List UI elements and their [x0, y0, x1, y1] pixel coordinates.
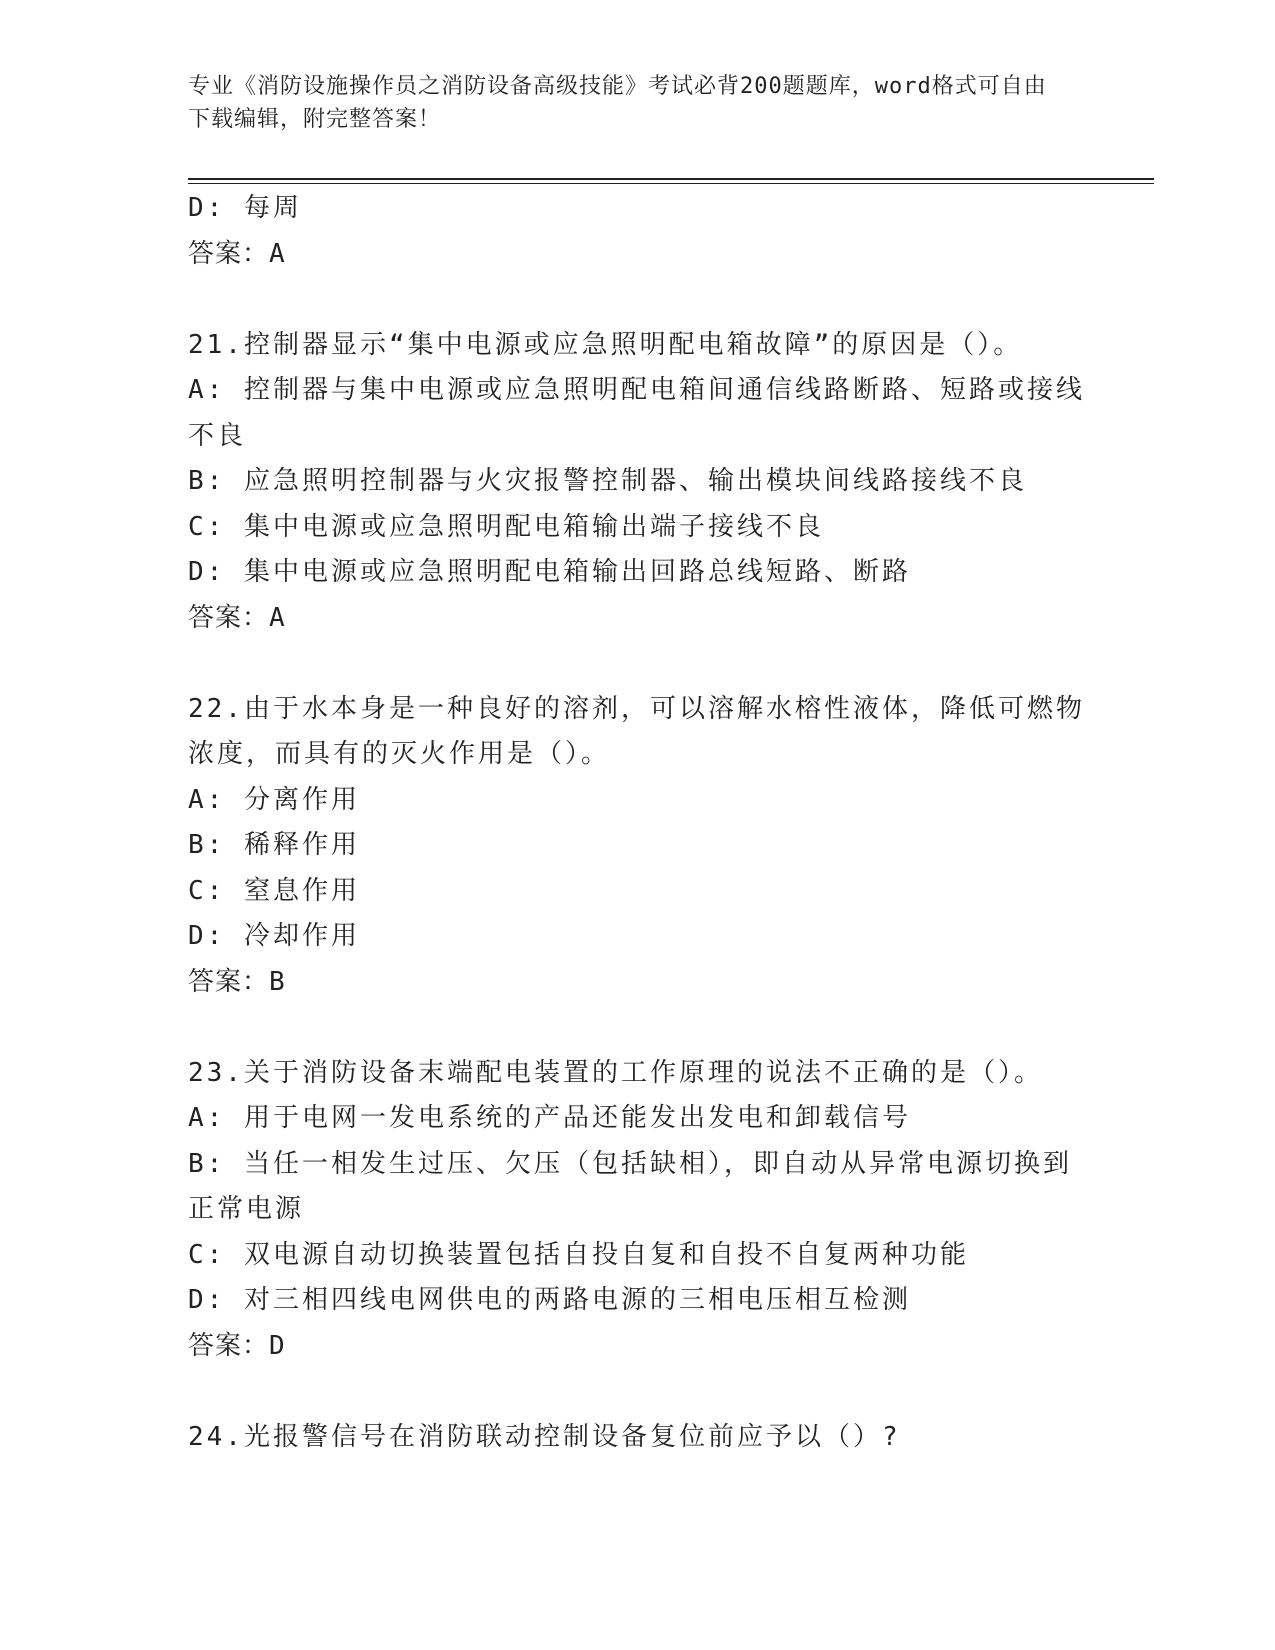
leading-question-tail	[188, 186, 1088, 277]
answer-line	[188, 232, 1088, 278]
question-23	[188, 1051, 1088, 1370]
option-b: B: 当任一相发生过压、欠压（包括缺相），即自动从异常电源切换到正常电源	[188, 1148, 1072, 1224]
header-divider-thick	[188, 178, 1154, 180]
answer-label: 答案：	[188, 238, 270, 269]
option-a: A: 分离作用	[188, 784, 360, 815]
answer-line	[188, 596, 1088, 642]
question-list	[188, 186, 1088, 1460]
question-stem: 22.由于水本身是一种良好的溶剂，可以溶解水榕性液体，降低可燃物浓度，而具有的灭火作用是（）。	[188, 693, 1085, 769]
answer-label: 答案：	[188, 966, 270, 997]
option-d: D: 集中电源或应急照明配电箱输出回路总线短路、断路	[188, 557, 911, 587]
header-divider-thin	[188, 183, 1154, 184]
option-d: D: 每周	[188, 193, 302, 223]
answer-value: A	[269, 238, 288, 269]
option-b: B: 稀释作用	[188, 830, 360, 860]
question-24	[188, 1415, 1088, 1461]
header-title: 专业《消防设施操作员之消防设备高级技能》考试必背200题题库，word格式可自由下载编辑，附完整答案！	[188, 74, 1047, 132]
option-b: B: 应急照明控制器与火灾报警控制器、输出模块间线路接线不良	[188, 466, 1027, 496]
answer-value: B	[269, 966, 288, 997]
question-stem: 23.关于消防设备末端配电装置的工作原理的说法不正确的是（）。	[188, 1057, 1043, 1088]
question-stem: 21.控制器显示“集中电源或应急照明配电箱故障”的原因是（）。	[188, 329, 1023, 360]
answer-line	[188, 1324, 1088, 1370]
option-a: A: 用于电网一发电系统的产品还能发出发电和卸载信号	[188, 1103, 911, 1133]
question-22	[188, 687, 1088, 1006]
option-c: C: 双电源自动切换装置包括自投自复和自投不自复两种功能	[188, 1239, 969, 1270]
answer-value: D	[269, 1330, 288, 1361]
question-stem: 24.光报警信号在消防联动控制设备复位前应予以（）?	[188, 1421, 901, 1452]
answer-label: 答案：	[188, 1330, 270, 1361]
option-d: D: 冷却作用	[188, 921, 360, 951]
option-a: A: 控制器与集中电源或应急照明配电箱间通信线路断路、短路或接线不良	[188, 375, 1085, 451]
option-d: D: 对三相四线电网供电的两路电源的三相电压相互检测	[188, 1285, 911, 1315]
option-c: C: 集中电源或应急照明配电箱输出端子接线不良	[188, 511, 824, 542]
answer-label: 答案：	[188, 602, 270, 633]
answer-line	[188, 960, 1088, 1006]
option-c: C: 窒息作用	[188, 875, 360, 906]
question-21	[188, 323, 1088, 642]
answer-value: A	[269, 602, 288, 633]
document-header	[188, 70, 1068, 136]
